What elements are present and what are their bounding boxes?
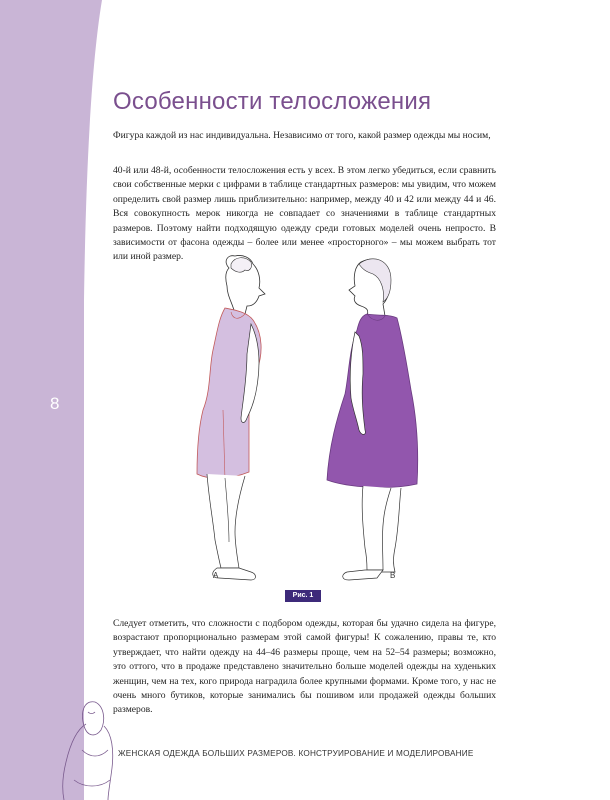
figure-b — [327, 259, 418, 580]
figure-b-dress — [327, 314, 418, 487]
page-title: Особенности телосложения — [113, 88, 432, 115]
figure-label-b: В — [390, 571, 396, 580]
figure-a — [197, 255, 265, 580]
paragraph-3: Следует отметить, что сложности с подбором одежды, которая бы удачно сидела на фигуре, возрастают пропорционально размерам этой самой фигуры! К сожалению, правы те, кто утверждает, что найти одежду на 44–46 размеры проще, чем на 52–54 размеры; возможно, это оттого, что в продаже представлено значительно больше моделей одежды на худеньких женщин, чем на тех, кого природа наградила более крупными формами. Кроме того, у нас не очень много бутиков, которые занимались бы пошивом или продажей одежды больших размеров. — [113, 618, 496, 716]
figure-label-a: А — [213, 571, 219, 580]
figure-caption: Рис. 1 — [285, 590, 321, 602]
paragraph-2: 40-й или 48-й, особенности телосложения есть у всех. В этом легко убедиться, если сравнить свои собственные мерки с цифрами в таблице стандартных размеров: мы увидим, что можем определить свой размер лишь приблизительно: например, между 40 и 42 или между 44 и 46. Вся совокупность мерок никогда не совпадает со значениями в таблице стандартных размеров. Поэтому найти подходящую одежду среди готовых моделей очень непросто. В зависимости от фасона одежды – более или менее «просторного» – мы можем выбрать тот или иной размер. — [113, 165, 496, 263]
running-footer: ЖЕНСКАЯ ОДЕЖДА БОЛЬШИХ РАЗМЕРОВ. КОНСТРУИРОВАНИЕ И МОДЕЛИРОВАНИЕ — [118, 749, 474, 758]
page-number: 8 — [50, 394, 60, 413]
figure-illustration — [195, 250, 435, 590]
figure-b-legs — [362, 486, 391, 570]
paragraph-1: Фигура каждой из нас индивидуальна. Независимо от того, какой размер одежды мы носим, — [113, 130, 491, 141]
